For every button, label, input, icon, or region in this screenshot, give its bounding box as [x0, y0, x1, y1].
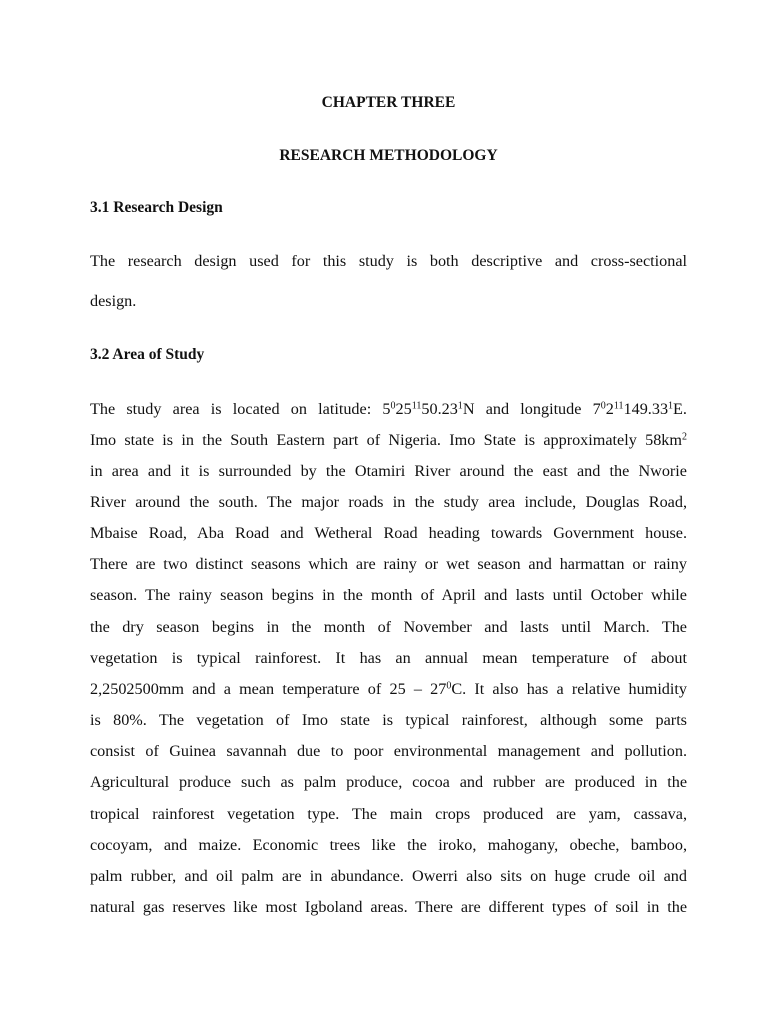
- paragraph-line-area: Imo state is in the South Eastern part of Nigeria. Imo State is approximately $58km^2$: [90, 431, 687, 449]
- paragraph-line: Agricultural produce such as palm produce, cocoa and rubber are produced in the: [90, 773, 687, 791]
- paragraph-line: River around the south. The major roads in the study area include, Douglas Road,: [90, 493, 687, 511]
- chapter-subtitle: RESEARCH METHODOLOGY: [279, 147, 498, 164]
- paragraph-line: consist of Guinea savannah due to poor environmental management and pollution.: [90, 742, 687, 760]
- paragraph-line: vegetation is typical rainforest. It has an annual mean temperature of about: [90, 649, 687, 667]
- paragraph-line-temperature: 2,2502500mm and a mean temperature of $25 - 27^0C$. It also has a relative humidity: [90, 680, 687, 698]
- document-page: [90, 0, 687, 1024]
- paragraph-line: in area and it is surrounded by the Otamiri River around the east and the Nworie: [90, 462, 687, 480]
- paragraph-line: cocoyam, and maize. Economic trees like the iroko, mahogany, obeche, bamboo,: [90, 836, 687, 854]
- paragraph-line: tropical rainforest vegetation type. The main crops produced are yam, cassava,: [90, 805, 687, 823]
- paragraph-line: the dry season begins in the month of November and lasts until March. The: [90, 618, 687, 636]
- paragraph-line: Mbaise Road, Aba Road and Wetheral Road heading towards Government house.: [90, 524, 687, 542]
- chapter-title: CHAPTER THREE: [321, 94, 456, 111]
- paragraph-line: natural gas reserves like most Igboland areas. There are different types of soil in the: [90, 898, 687, 916]
- section-3-2-title: 3.2 Area of Study: [90, 346, 205, 363]
- paragraph-line: palm rubber, and oil palm are in abundance. Owerri also sits on huge crude oil and: [90, 867, 687, 885]
- paragraph-line: The research design used for this study is both descriptive and cross-sectional: [90, 252, 687, 270]
- paragraph-line-coordinates: The study area is located on latitude: $5^025^{11}50.23^1N$ and longitude $7^02^{11}149.33^1E$.: [90, 400, 687, 418]
- section-3-1-title: 3.1 Research Design: [90, 199, 223, 216]
- paragraph-line: design.: [90, 292, 137, 310]
- paragraph-line: There are two distinct seasons which are rainy or wet season and harmattan or rainy: [90, 555, 687, 573]
- paragraph-line: is 80%. The vegetation of Imo state is typical rainforest, although some parts: [90, 711, 687, 729]
- paragraph-line: season. The rainy season begins in the month of April and lasts until October while: [90, 586, 687, 604]
